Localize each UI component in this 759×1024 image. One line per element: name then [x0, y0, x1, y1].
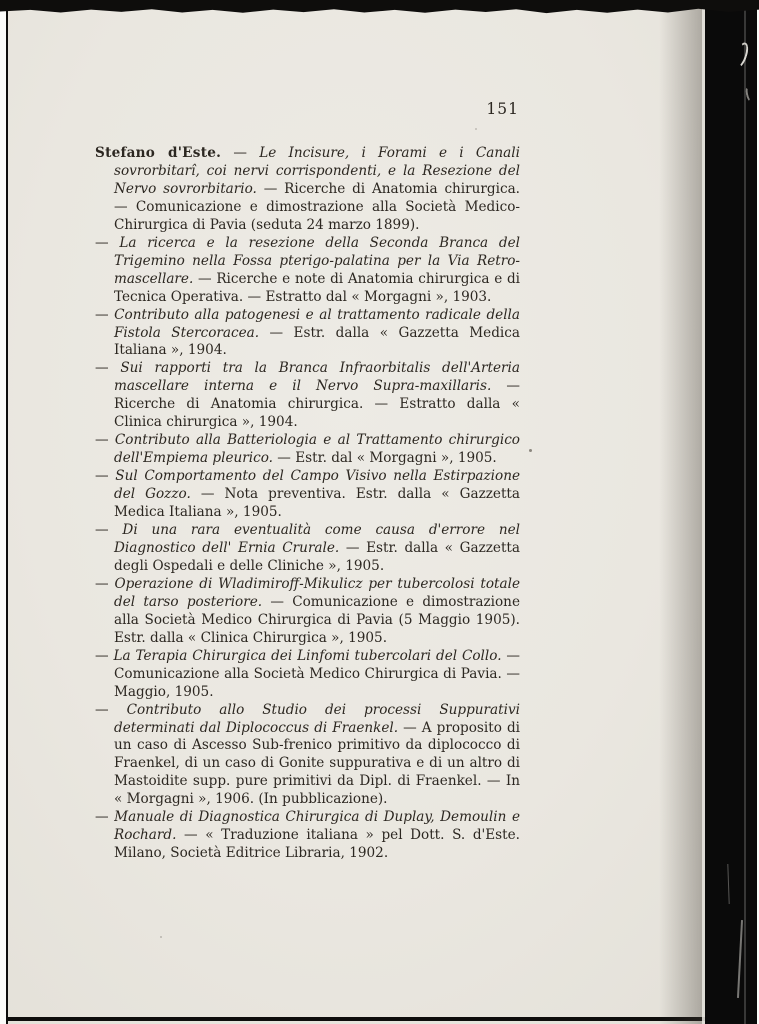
entry-author: Stefano d'Este.: [95, 145, 222, 161]
entry-title: Sul Comportamento del Campo Visivo nella Estirpazione del Gozzo.: [114, 468, 521, 503]
bibliography-entry: — Contributo alla patogenesi e al trattamento radicale della Fistola Stercoracea. — Estr. dalla « Gazzetta Medica Italiana », 1904.: [95, 306, 520, 359]
entry-title: Operazione di Wladimiroff-Mikulicz per tubercolosi totale del tarso posteriore.: [114, 575, 520, 610]
scan-bottom-edge: [8, 1017, 757, 1021]
paper-speck: [529, 449, 532, 452]
bibliography-entry: — Di una rara eventualità come causa d'errore nel Diagnostico dell' Ernia Crurale. — Estr. dalla « Gazzetta degli Ospedali e delle Cliniche », 1905.: [95, 522, 520, 574]
bibliography-entry: — Contributo alla Batteriologia e al Trattamento chirurgico dell'Empiema pleurico. — Estr. dal « Morgagni », 1905.: [95, 432, 520, 467]
scan-left-edge: [6, 0, 8, 1024]
bibliography-entry: — La Terapia Chirurgica dei Linfomi tubercolari del Collo. — Comunicazione alla Società Medico Chirurgica di Pavia. — Maggio, 1905.: [95, 647, 520, 700]
entry-title: Sui rapporti tra la Branca Infraorbitalis dell'Arteria mascellare interna e il Nervo Supra-maxillaris.: [114, 360, 520, 395]
entry-title: Manuale di Diagnostica Chirurgica di Duplay, Demoulin e Rochard.: [114, 809, 520, 844]
bibliography-entry: — Operazione di Wladimiroff-Mikulicz per tubercolosi totale del tarso posteriore. — Comunicazione e dimostrazione alla Società Medico Chirurgica di Pavia (5 Maggio 1905). Estr. dalla « Clinica Chirurgica », 1905.: [95, 575, 520, 646]
entry-title: Contributo allo Studio dei processi Suppurativi determinati dal Diplococcus di Fraenkel.: [114, 701, 520, 736]
binding-band: [705, 0, 757, 1024]
entry-title: La Terapia Chirurgica dei Linfomi tubercolari del Collo.: [113, 647, 502, 664]
entry-title: Le Incisure, i Forami e i Canali sovrorbitarî, coi nervi corrispondenti, e la Resezione del Nervo sovrorbitario.: [114, 145, 520, 197]
bibliography-entry: — Sui rapporti tra la Branca Infraorbitalis dell'Arteria mascellare interna e il Nervo Supra-maxillaris. — Ricerche di Anatomia chirurgica. — Estratto dalla « Clinica chirurgica », 1904.: [95, 360, 520, 431]
entry-title: Contributo alla patogenesi e al trattamento radicale della Fistola Stercoracea.: [114, 306, 520, 341]
bibliography-entry: Stefano d'Este. — Le Incisure, i Forami e i Canali sovrorbitarî, coi nervi corrispondenti, e la Resezione del Nervo sovrorbitario. — Ricerche di Anatomia chirurgica. — Comunicazione e dimostrazione alla Società Medico-Chirurgica di Pavia (seduta 24 marzo 1899).: [95, 145, 520, 233]
paper-speck: [475, 128, 477, 130]
bibliography-entry: — La ricerca e la resezione della Seconda Branca del Trigemino nella Fossa pterigo-palatina per la Via Retro-mascellare. — Ricerche e note di Anatomia chirurgica e di Tecnica Operativa. — Estratto dal « Morgagni », 1903.: [95, 234, 520, 305]
bibliography: [95, 145, 520, 863]
binding-shadow: [659, 0, 705, 1024]
bibliography-entry: — Sul Comportamento del Campo Visivo nella Estirpazione del Gozzo. — Nota preventiva. Estr. dalla « Gazzetta Medica Italiana », 1905.: [95, 468, 521, 521]
entry-title: La ricerca e la resezione della Seconda Branca del Trigemino nella Fossa pterigo-palatina per la Via Retro-mascellare.: [114, 234, 520, 287]
bibliography-entry: — Contributo allo Studio dei processi Suppurativi determinati dal Diplococcus di Fraenkel. — A proposito di un caso di Ascesso Sub-frenico primitivo da diplococco di Fraenkel, di un caso di Gonite suppurativa e di un altro di Mastoidite supp. pure primitivi da Dipl. di Fraenkel. — In « Morgagni », 1906. (In pubblicazione).: [95, 701, 520, 808]
entry-title: Contributo alla Batteriologia e al Trattamento chirurgico dell'Empiema pleurico.: [114, 432, 520, 467]
bibliography-entry: — Manuale di Diagnostica Chirurgica di Duplay, Demoulin e Rochard. — « Traduzione italiana » pel Dott. S. d'Este. Milano, Società Editrice Libraria, 1902.: [95, 809, 520, 862]
entry-title: Di una rara eventualità come causa d'errore nel Diagnostico dell' Ernia Crurale.: [114, 522, 520, 556]
page-number: 151: [486, 100, 519, 118]
paper-speck: [160, 936, 162, 938]
